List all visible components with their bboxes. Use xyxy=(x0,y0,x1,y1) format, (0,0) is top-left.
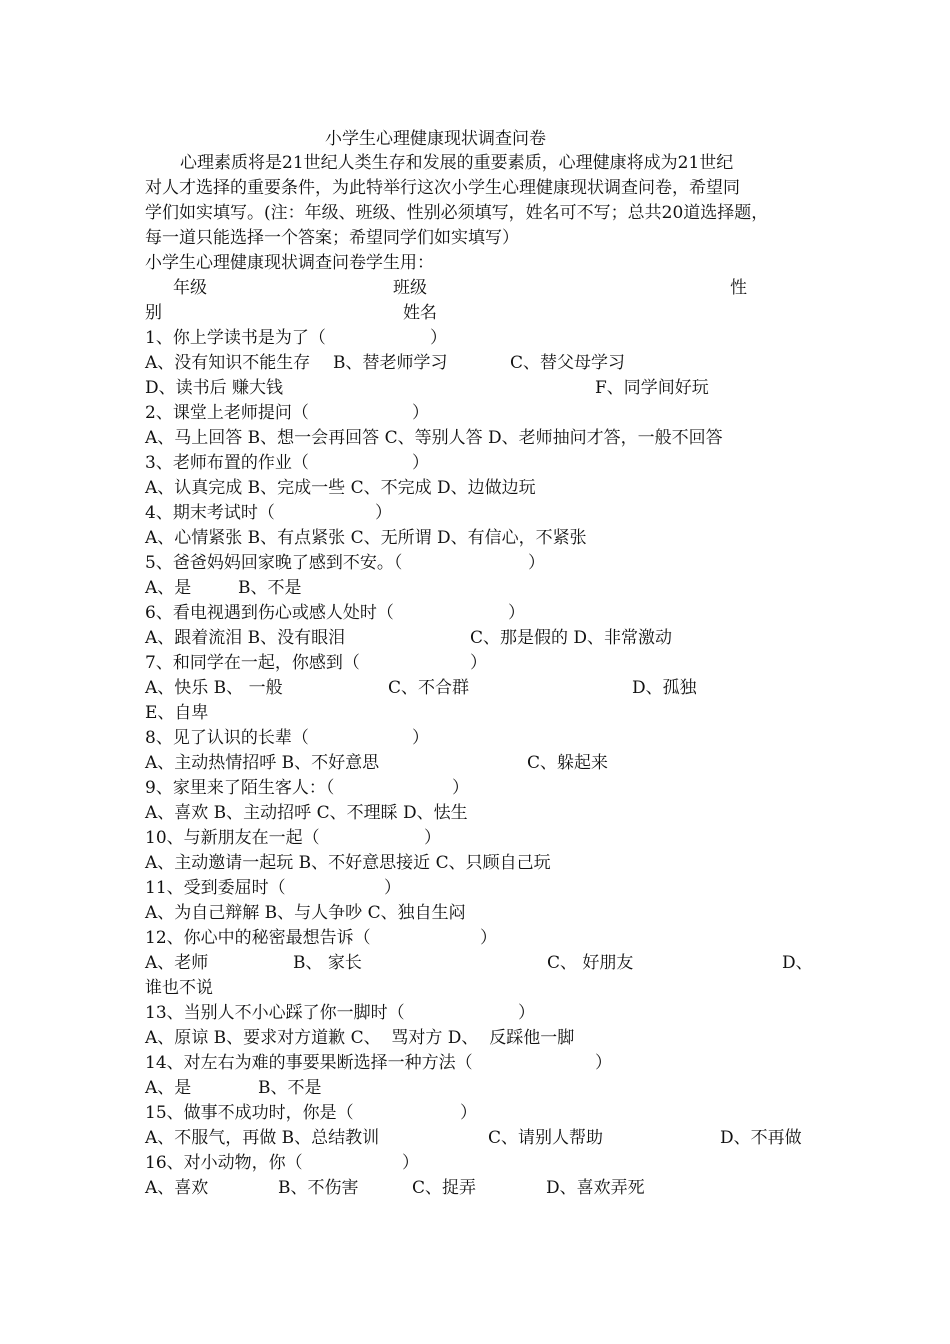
question-12-option-d-text: 谁也不说 xyxy=(145,978,213,998)
question-3-close: ） xyxy=(412,453,429,473)
question-8-close: ） xyxy=(412,728,429,748)
question-8-option-c: C、躲起来 xyxy=(527,753,609,773)
gender-label-part1: 性 xyxy=(730,278,747,298)
survey-subtitle: 小学生心理健康现状调查问卷学生用： xyxy=(145,253,434,273)
question-11-options: A、为自己辩解 B、与人争吵 C、独自生闷 xyxy=(145,903,466,923)
question-8: 8、见了认识的长辈（ xyxy=(145,728,309,748)
question-14-option-a: A、是 xyxy=(145,1078,192,1098)
document-title: 小学生心理健康现状调查问卷 xyxy=(325,129,546,149)
question-16-option-a: A、喜欢 xyxy=(145,1178,209,1198)
intro-line-4: 每一道只能选择一个答案；希望同学们如实填写） xyxy=(145,228,519,248)
question-16-option-d: D、喜欢弄死 xyxy=(546,1178,645,1198)
class-label: 班级 xyxy=(393,278,427,298)
question-12: 12、你心中的秘密最想告诉（ xyxy=(145,928,371,948)
question-1-close: ） xyxy=(430,328,447,348)
question-14-close: ） xyxy=(595,1053,612,1073)
question-15-options-ab: A、不服气，再做 B、总结教训 xyxy=(145,1128,380,1148)
question-5-close: ） xyxy=(528,553,545,573)
question-9-close: ） xyxy=(452,778,469,798)
question-8-options-ab: A、主动热情招呼 B、不好意思 xyxy=(145,753,380,773)
question-12-option-b: B、 家长 xyxy=(293,953,362,973)
question-1-option-d: D、读书后 赚大钱 xyxy=(145,378,284,398)
question-13-options: A、原谅 B、要求对方道歉 C、 骂对方 D、 反踩他一脚 xyxy=(145,1028,575,1048)
question-15: 15、做事不成功时，你是（ xyxy=(145,1103,354,1123)
question-12-option-a: A、老师 xyxy=(145,953,209,973)
question-14-option-b: B、不是 xyxy=(258,1078,322,1098)
question-5: 5、爸爸妈妈回家晚了感到不安。（ xyxy=(145,553,403,573)
question-7-option-c: C、不合群 xyxy=(388,678,470,698)
question-12-option-c: C、 好朋友 xyxy=(547,953,634,973)
question-16-close: ） xyxy=(402,1153,419,1173)
question-11: 11、受到委屈时（ xyxy=(145,878,286,898)
question-6-options-cd: C、那是假的 D、非常激动 xyxy=(470,628,673,648)
question-6-close: ） xyxy=(508,603,525,623)
question-6: 6、看电视遇到伤心或感人处时（ xyxy=(145,603,394,623)
question-10-options: A、主动邀请一起玩 B、不好意思接近 C、只顾自己玩 xyxy=(145,853,551,873)
question-16: 16、对小动物，你（ xyxy=(145,1153,303,1173)
question-15-close: ） xyxy=(460,1103,477,1123)
question-2: 2、课堂上老师提问（ xyxy=(145,403,309,423)
question-16-option-c: C、捉弄 xyxy=(412,1178,477,1198)
question-10-close: ） xyxy=(424,828,441,848)
question-1-option-f: F、同学间好玩 xyxy=(595,378,709,398)
question-12-option-d-prefix: D、 xyxy=(782,953,813,973)
question-7-option-d: D、孤独 xyxy=(632,678,697,698)
intro-line-1: 心理素质将是21世纪人类生存和发展的重要素质，心理健康将成为21世纪 xyxy=(180,153,734,173)
question-7-options-ab: A、快乐 B、 一般 xyxy=(145,678,283,698)
question-2-options: A、马上回答 B、想一会再回答 C、等别人答 D、老师抽问才答，一般不回答 xyxy=(145,428,723,448)
question-1-option-c: C、替父母学习 xyxy=(510,353,626,373)
question-1: 1、你上学读书是为了（ xyxy=(145,328,326,348)
question-4-options: A、心情紧张 B、有点紧张 C、无所谓 D、有信心，不紧张 xyxy=(145,528,587,548)
question-7: 7、和同学在一起，你感到（ xyxy=(145,653,360,673)
question-1-option-b: B、替老师学习 xyxy=(333,353,448,373)
question-16-option-b: B、不伤害 xyxy=(278,1178,359,1198)
gender-label-part2: 别 xyxy=(145,303,162,323)
question-15-option-c: C、请别人帮助 xyxy=(488,1128,604,1148)
question-5-option-b: B、不是 xyxy=(238,578,302,598)
question-10: 10、与新朋友在一起（ xyxy=(145,828,320,848)
question-7-option-e: E、自卑 xyxy=(145,703,209,723)
question-9: 9、家里来了陌生客人：（ xyxy=(145,778,335,798)
question-13-close: ） xyxy=(518,1003,535,1023)
question-13: 13、当别人不小心踩了你一脚时（ xyxy=(145,1003,405,1023)
question-2-close: ） xyxy=(412,403,429,423)
question-7-close: ） xyxy=(470,653,487,673)
question-4-close: ） xyxy=(375,503,392,523)
intro-line-3: 学们如实填写。(注：年级、班级、性别必须填写，姓名可不写；总共20道选择题， xyxy=(145,203,769,223)
question-3: 3、老师布置的作业（ xyxy=(145,453,309,473)
name-label: 姓名 xyxy=(403,303,437,323)
grade-label: 年级 xyxy=(173,278,207,298)
intro-line-2: 对人才选择的重要条件，为此特举行这次小学生心理健康现状调查问卷，希望同 xyxy=(145,178,740,198)
question-9-options: A、喜欢 B、主动招呼 C、不理睬 D、怯生 xyxy=(145,803,468,823)
question-1-option-a: A、没有知识不能生存 xyxy=(145,353,311,373)
question-3-options: A、认真完成 B、完成一些 C、不完成 D、边做边玩 xyxy=(145,478,536,498)
question-5-option-a: A、是 xyxy=(145,578,192,598)
question-11-close: ） xyxy=(384,878,401,898)
question-6-options-ab: A、跟着流泪 B、没有眼泪 xyxy=(145,628,346,648)
question-15-option-d: D、不再做 xyxy=(720,1128,802,1148)
question-4: 4、期末考试时（ xyxy=(145,503,275,523)
question-14: 14、对左右为难的事要果断选择一种方法（ xyxy=(145,1053,473,1073)
question-12-close: ） xyxy=(480,928,497,948)
